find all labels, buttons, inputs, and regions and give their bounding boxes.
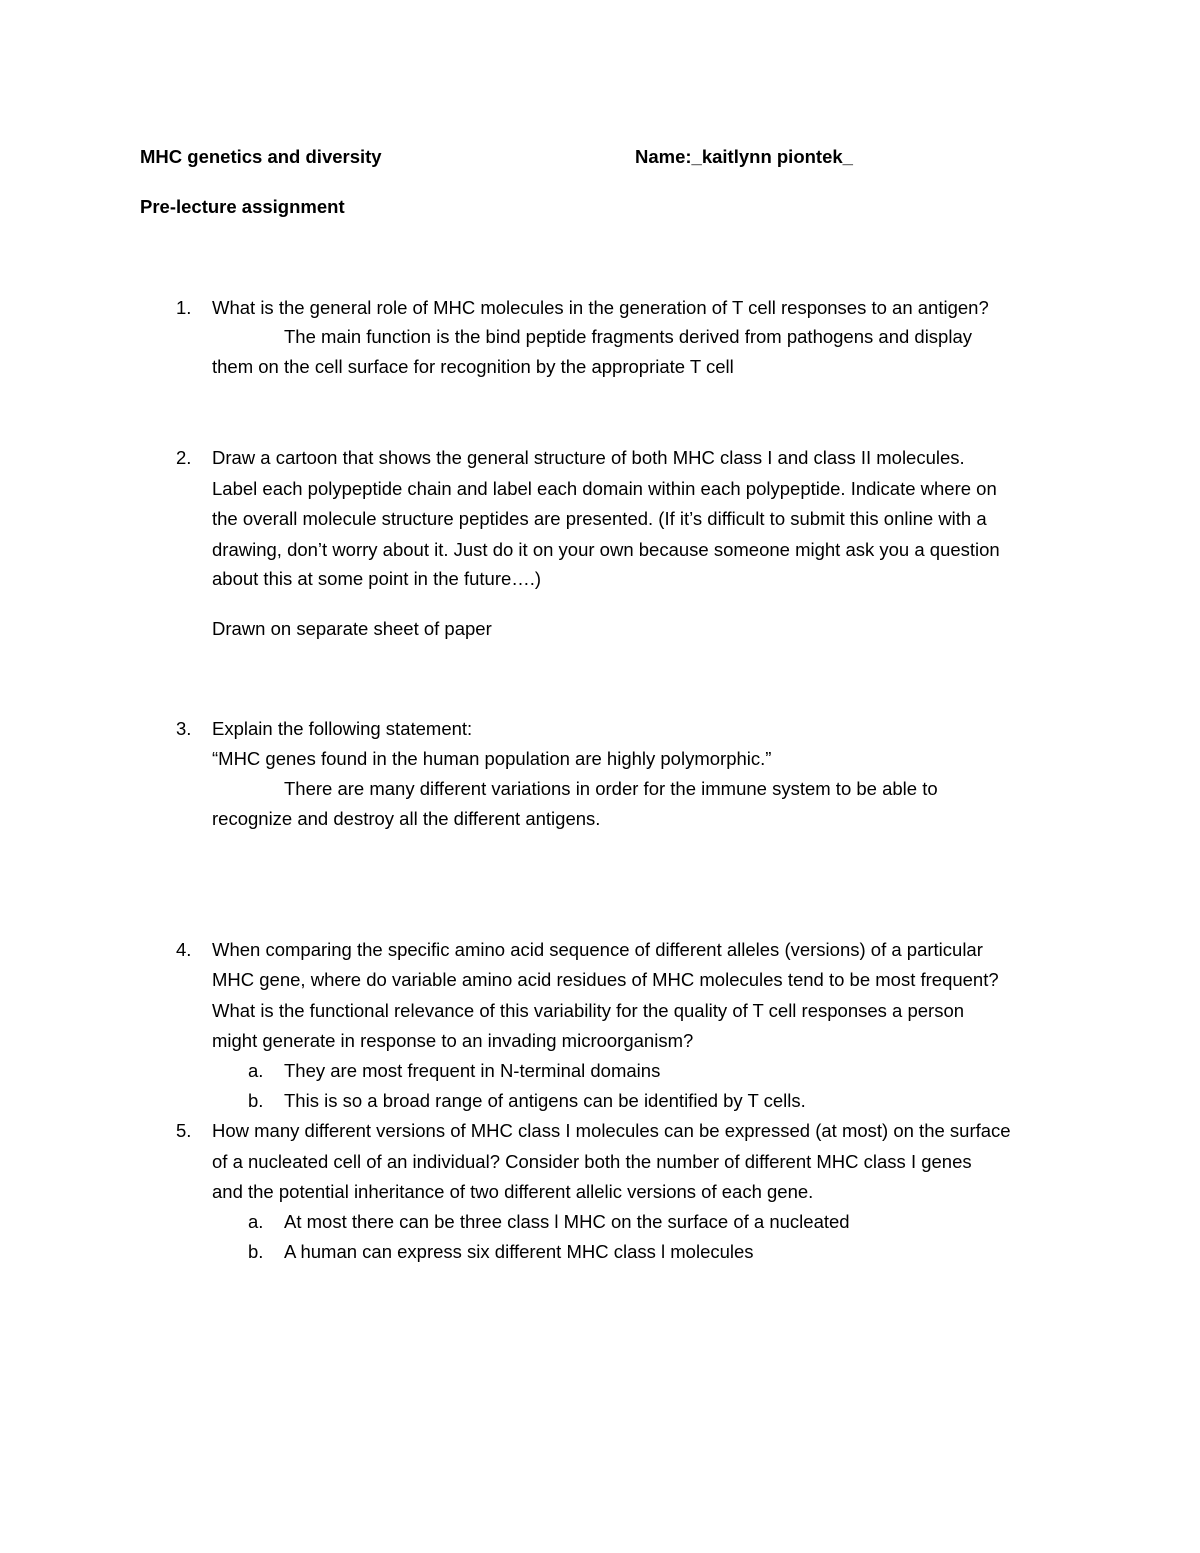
question-text-line: Draw a cartoon that shows the general structure of both MHC class I and class II molecules. [212, 447, 965, 468]
sub-answer-text: This is so a broad range of antigens can be identified by T cells. [284, 1090, 806, 1111]
question-number: 2. [176, 447, 192, 468]
question-number: 4. [176, 939, 192, 960]
answer-text-line: There are many different variations in order for the immune system to be able to [284, 778, 938, 799]
answer-text-line: recognize and destroy all the different antigens. [212, 808, 601, 829]
sub-answer-text: At most there can be three class l MHC on the surface of a nucleated [284, 1211, 850, 1232]
question-text-line: of a nucleated cell of an individual? Consider both the number of different MHC class I genes [212, 1151, 972, 1172]
sub-answer-letter: a. [248, 1060, 264, 1081]
question-number: 3. [176, 718, 192, 739]
answer-text-line: The main function is the bind peptide fragments derived from pathogens and display [284, 326, 972, 347]
question-number: 1. [176, 297, 192, 318]
sub-answer-letter: b. [248, 1090, 264, 1111]
document-title: MHC genetics and diversity [140, 146, 382, 167]
answer-text-line: them on the cell surface for recognition by the appropriate T cell [212, 356, 734, 377]
sub-answer-letter: b. [248, 1241, 264, 1262]
question-text-line: What is the functional relevance of this variability for the quality of T cell responses a person [212, 1000, 965, 1021]
question-text-line: Explain the following statement: [212, 718, 473, 739]
student-name: Name:_kaitlynn piontek_ [635, 146, 853, 167]
document-subtitle: Pre-lecture assignment [140, 196, 345, 217]
question-text-line: the overall molecule structure peptides are presented. (If it’s difficult to submit this online with a [212, 508, 987, 529]
sub-answer-text: A human can express six different MHC class l molecules [284, 1241, 754, 1262]
question-text-line: might generate in response to an invading microorganism? [212, 1030, 694, 1051]
question-text-line: drawing, don’t worry about it. Just do it on your own because someone might ask you a question [212, 539, 1000, 560]
sub-answer-text: They are most frequent in N-terminal domains [284, 1060, 661, 1081]
question-text-line: and the potential inheritance of two different allelic versions of each gene. [212, 1181, 814, 1202]
question-text-line: How many different versions of MHC class I molecules can be expressed (at most) on the surface [212, 1120, 1011, 1141]
question-text-line: Label each polypeptide chain and label each domain within each polypeptide. Indicate where on [212, 478, 997, 499]
sub-answer-letter: a. [248, 1211, 264, 1232]
question-number: 5. [176, 1120, 192, 1141]
question-text-line: When comparing the specific amino acid sequence of different alleles (versions) of a particular [212, 939, 983, 960]
question-text-line: MHC gene, where do variable amino acid residues of MHC molecules tend to be most frequent? [212, 969, 999, 990]
question-text-line: about this at some point in the future….) [212, 568, 542, 589]
answer-text-line: Drawn on separate sheet of paper [212, 618, 492, 639]
question-text-line: What is the general role of MHC molecules in the generation of T cell responses to an antigen? [212, 297, 989, 318]
question-text-line: “MHC genes found in the human population are highly polymorphic.” [212, 748, 772, 769]
